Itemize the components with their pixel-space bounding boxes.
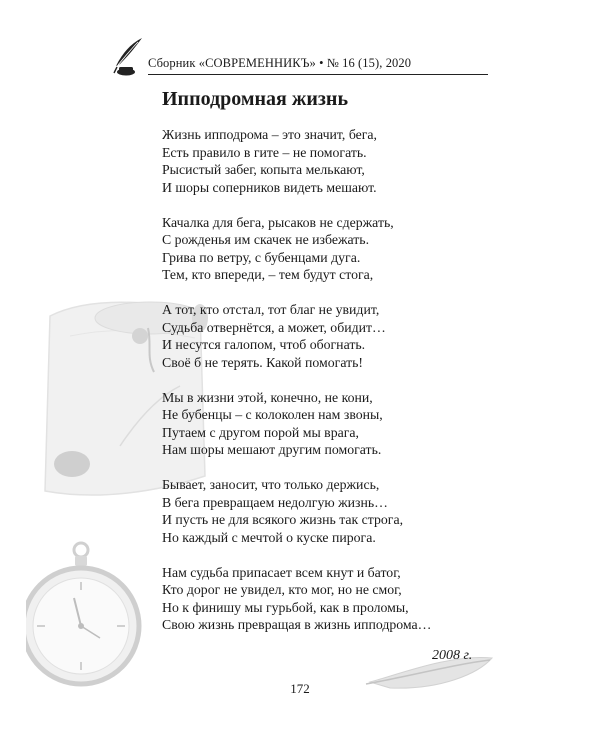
poem-body	[162, 126, 492, 651]
poem-line: Есть правило в гите – не помогать.	[162, 144, 367, 160]
poem-date: 2008 г.	[432, 648, 473, 663]
header-rule	[148, 74, 488, 75]
poem-line: Жизнь ипподрома – это значит, бега,	[162, 127, 378, 142]
poem-line: Тем, кто впереди, – тем будут стога,	[162, 267, 374, 282]
stanza	[162, 301, 492, 371]
poem-line: Путаем с другом порой мы врага,	[162, 424, 359, 440]
poem-line: Но к финишу мы гурьбой, как в проломы,	[162, 599, 409, 615]
poem-line: Нам шоры мешают другим помогать.	[162, 442, 382, 457]
poem-line: И несутся галопом, чтоб обогнать.	[162, 337, 366, 352]
pocket-watch-icon	[26, 540, 156, 700]
poem-line: А тот, кто отстал, тот благ не увидит,	[162, 302, 380, 317]
poem-title: Ипподромная жизнь	[162, 88, 349, 110]
poem-line: Свою жизнь превращая в жизнь ипподрома…	[162, 617, 432, 632]
poem-line: С рожденья им скачек не избежать.	[162, 232, 370, 247]
poem-line: Бывает, заносит, что только держись,	[162, 477, 380, 492]
poem-line: Но каждый с мечтой о куске пирога.	[162, 529, 376, 545]
poem-line: Нам судьба припасает всем кнут и батог,	[162, 564, 401, 580]
poem-line: Рысистый забег, копыта мелькают,	[162, 162, 365, 177]
poem-line: Своё б не терять. Какой помогать!	[162, 354, 364, 370]
poem-line: Качалка для бега, рысаков не сдержать,	[162, 214, 394, 230]
running-title: Сборник «СОВРЕМЕННИКЪ» • № 16 (15), 2020	[148, 56, 412, 70]
page-number: 172	[290, 681, 310, 696]
quill-inkwell-icon	[108, 36, 148, 78]
poem-line: В бега превращаем недолгую жизнь…	[162, 494, 388, 510]
stanza	[162, 564, 492, 634]
stanza	[162, 126, 492, 196]
poem-line: Кто дорог не увидел, кто мог, но не смог,	[162, 582, 402, 597]
stanza	[162, 214, 492, 284]
poem-line: И пусть не для всякого жизнь так строга,	[162, 512, 404, 527]
stanza	[162, 389, 492, 459]
poem-line: Мы в жизни этой, конечно, не кони,	[162, 389, 373, 405]
stanza	[162, 476, 492, 546]
poem-line: И шоры соперников видеть мешают.	[162, 179, 377, 195]
poem-line: Не бубенцы – с колоколен нам звоны,	[162, 407, 383, 422]
running-header	[108, 36, 488, 80]
poem-line: Судьба отвернётся, а может, обидит…	[162, 319, 386, 335]
poem-line: Грива по ветру, с бубенцами дуга.	[162, 249, 361, 265]
